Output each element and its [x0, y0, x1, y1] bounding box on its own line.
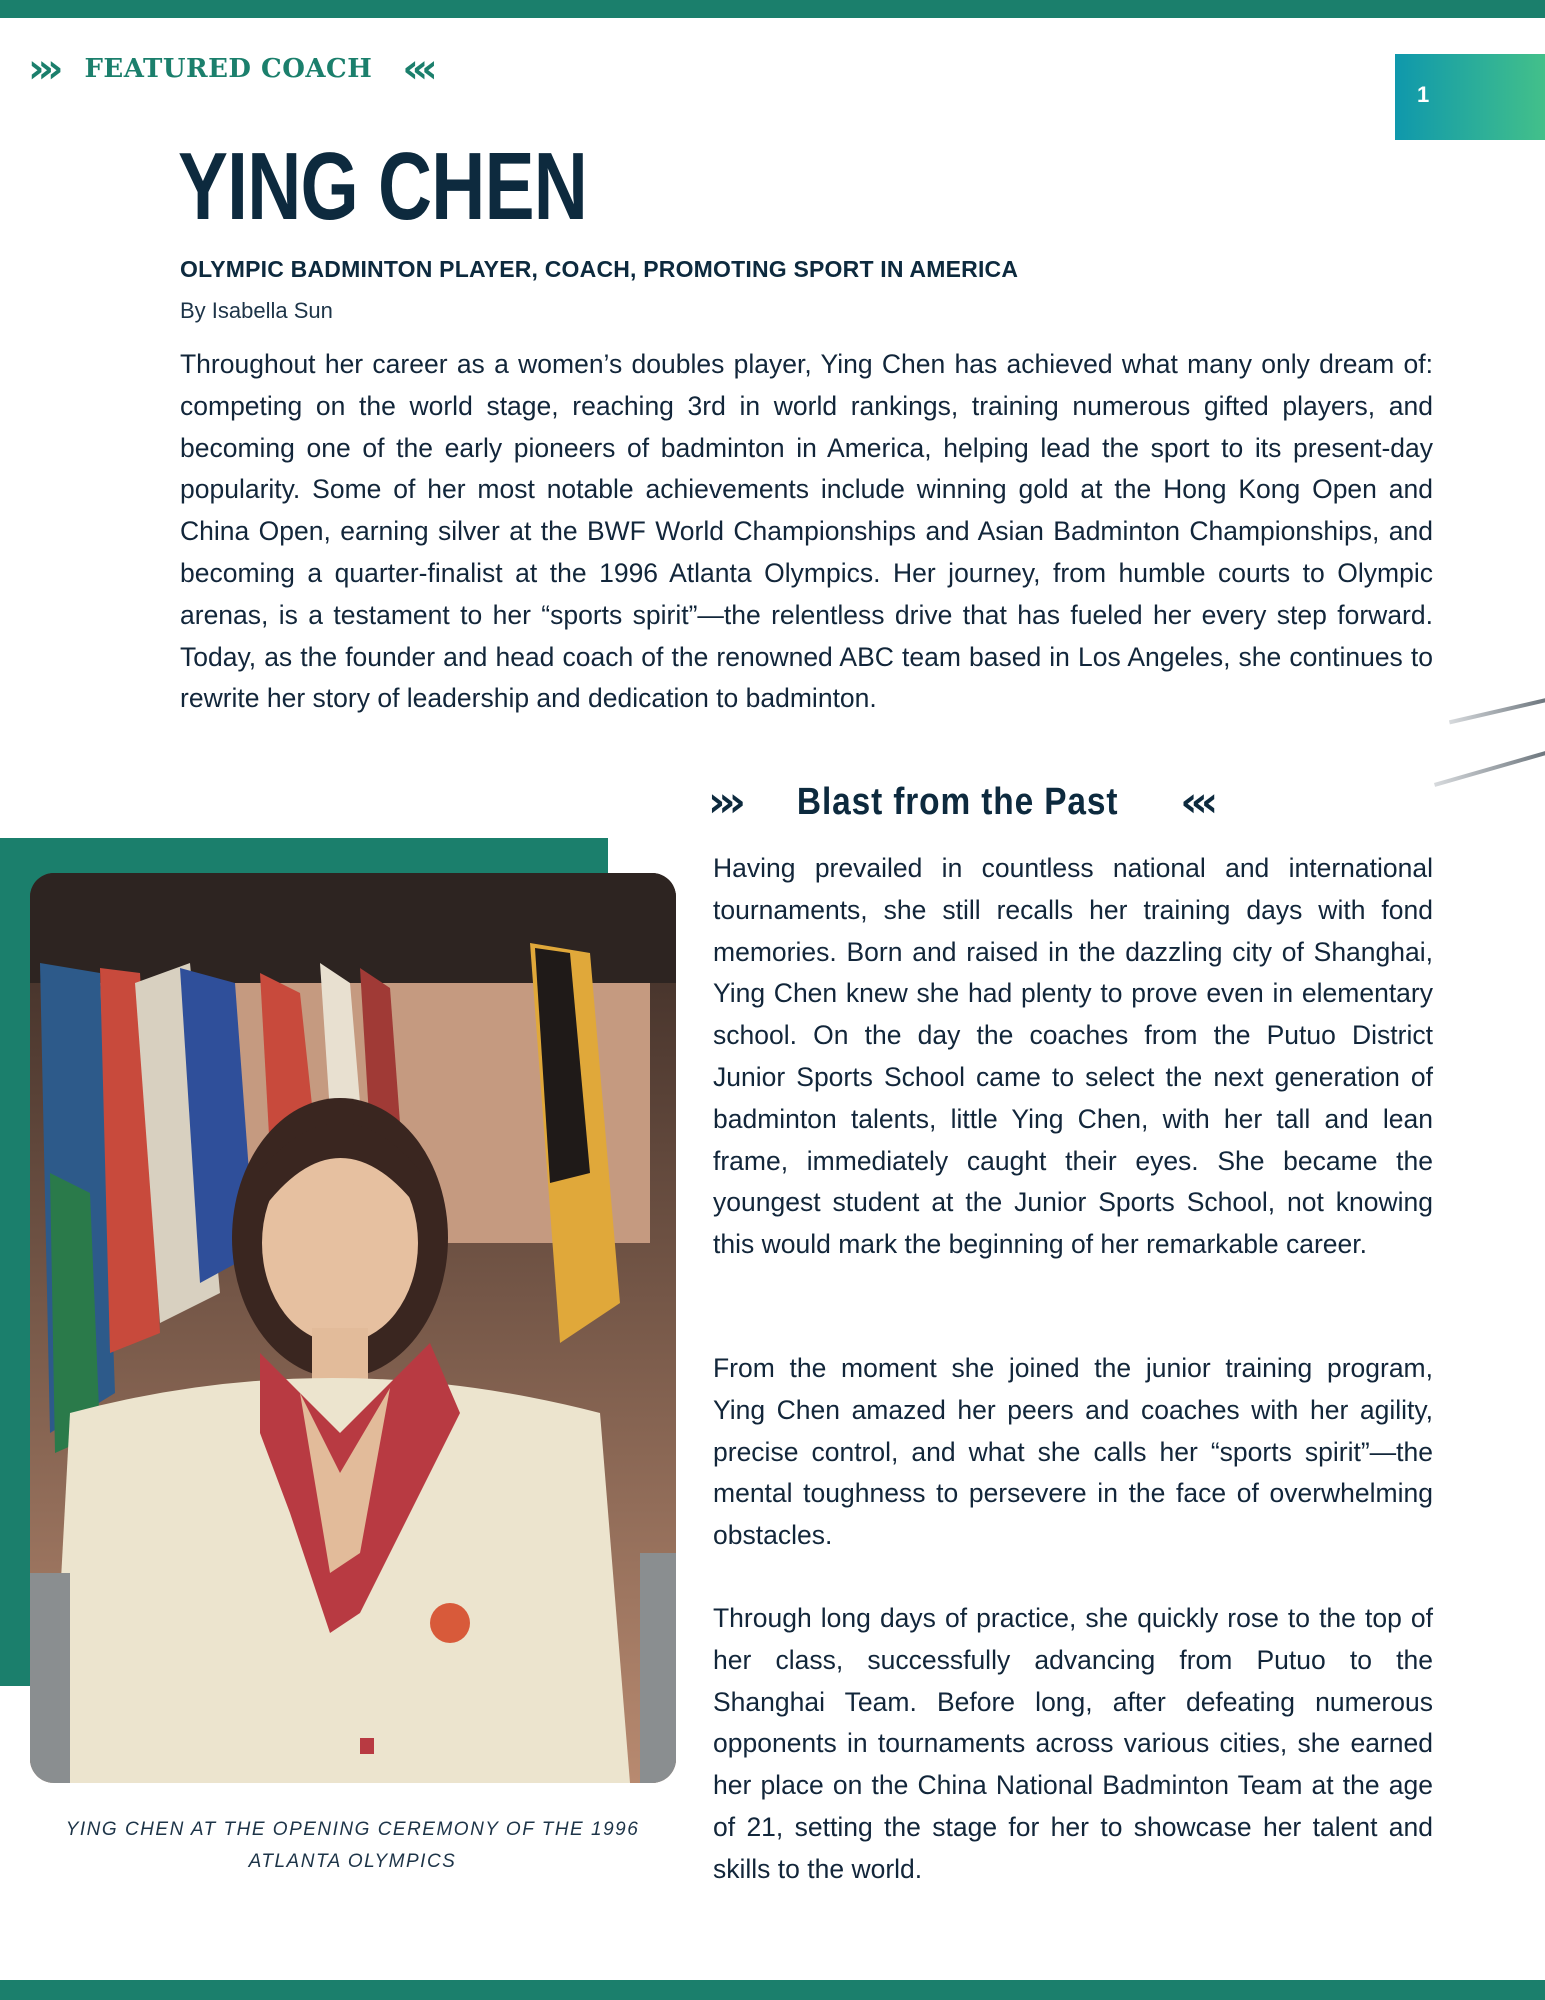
chevrons-right-icon: ›››	[28, 46, 57, 92]
article-title: YING CHEN	[178, 133, 588, 240]
decorative-line	[1434, 747, 1545, 787]
bottom-border	[0, 1980, 1545, 2000]
photo-caption: YING CHEN AT THE OPENING CEREMONY OF THE 1996 ATLANTA OLYMPICS	[65, 1819, 640, 1872]
body-paragraph: From the moment she joined the junior training program, Ying Chen amazed her peers and coaches with her agility, precise control, and what she calls her “sports spirit”—the mental toughness to persevere in the face of overwhelming obstacles.	[713, 1353, 1433, 1551]
page-number: 1	[1417, 82, 1430, 107]
byline: By Isabella Sun	[180, 298, 333, 323]
body-paragraph: Through long days of practice, she quickly rose to the top of her class, successfully advancing from Putuo to the Shanghai Team. Before long, after defeating numerous opponents in tournaments across various cities, she earned her place on the China National Badminton Team at the age of 21, setting the stage for her to showcase her talent and skills to the world.	[713, 1603, 1433, 1884]
intro-paragraph: Throughout her career as a women’s doubles player, Ying Chen has achieved what many only dream of: competing on the world stage, reaching 3rd in world rankings, training numerous gifted players, and becoming one of the early pioneers of badminton in America, helping lead the sport to its present-day popularity. Some of her most notable achievements include winning gold at the Hong Kong Open and China Open, earning silver at the BWF World Championships and Asian Badminton Championships, and becoming a quarter-finalist at the 1996 Atlanta Olympics. Her journey, from humble courts to Olympic arenas, is a testament to her “sports spirit”—the relentless drive that has fueled her every step forward. Today, as the founder and head coach of the renowned ABC team based in Los Angeles, she continues to rewrite her story of leadership and dedication to badminton.	[180, 349, 1433, 714]
chevrons-right-icon: ›››	[708, 777, 739, 826]
chevrons-left-icon: ‹‹‹	[1180, 777, 1212, 826]
page-number-badge	[1395, 54, 1545, 140]
kicker-label: FEATURED COACH	[84, 54, 373, 84]
section-heading	[708, 777, 1212, 826]
body-paragraph: Having prevailed in countless national and international tournaments, she still recalls her training days with fond memories. Born and raised in the dazzling city of Shanghai, Ying Chen knew she had plenty to prove even in elementary school. On the day the coaches from the Putuo District Junior Sports School came to select the next generation of badminton talents, little Ying Chen, with her tall and lean frame, immediately caught their eyes. She became the youngest student at the Junior Sports School, not knowing this would mark the beginning of her remarkable career.	[713, 853, 1433, 1260]
top-border	[0, 0, 1545, 18]
decorative-line	[1449, 696, 1545, 725]
section-title: Blast from the Past	[796, 780, 1119, 823]
chevrons-left-icon: ‹‹‹	[402, 46, 431, 92]
section-kicker	[28, 46, 431, 92]
article-subtitle: OLYMPIC BADMINTON PLAYER, COACH, PROMOTING SPORT IN AMERICA	[180, 256, 1019, 282]
portrait-photo	[30, 873, 676, 1783]
